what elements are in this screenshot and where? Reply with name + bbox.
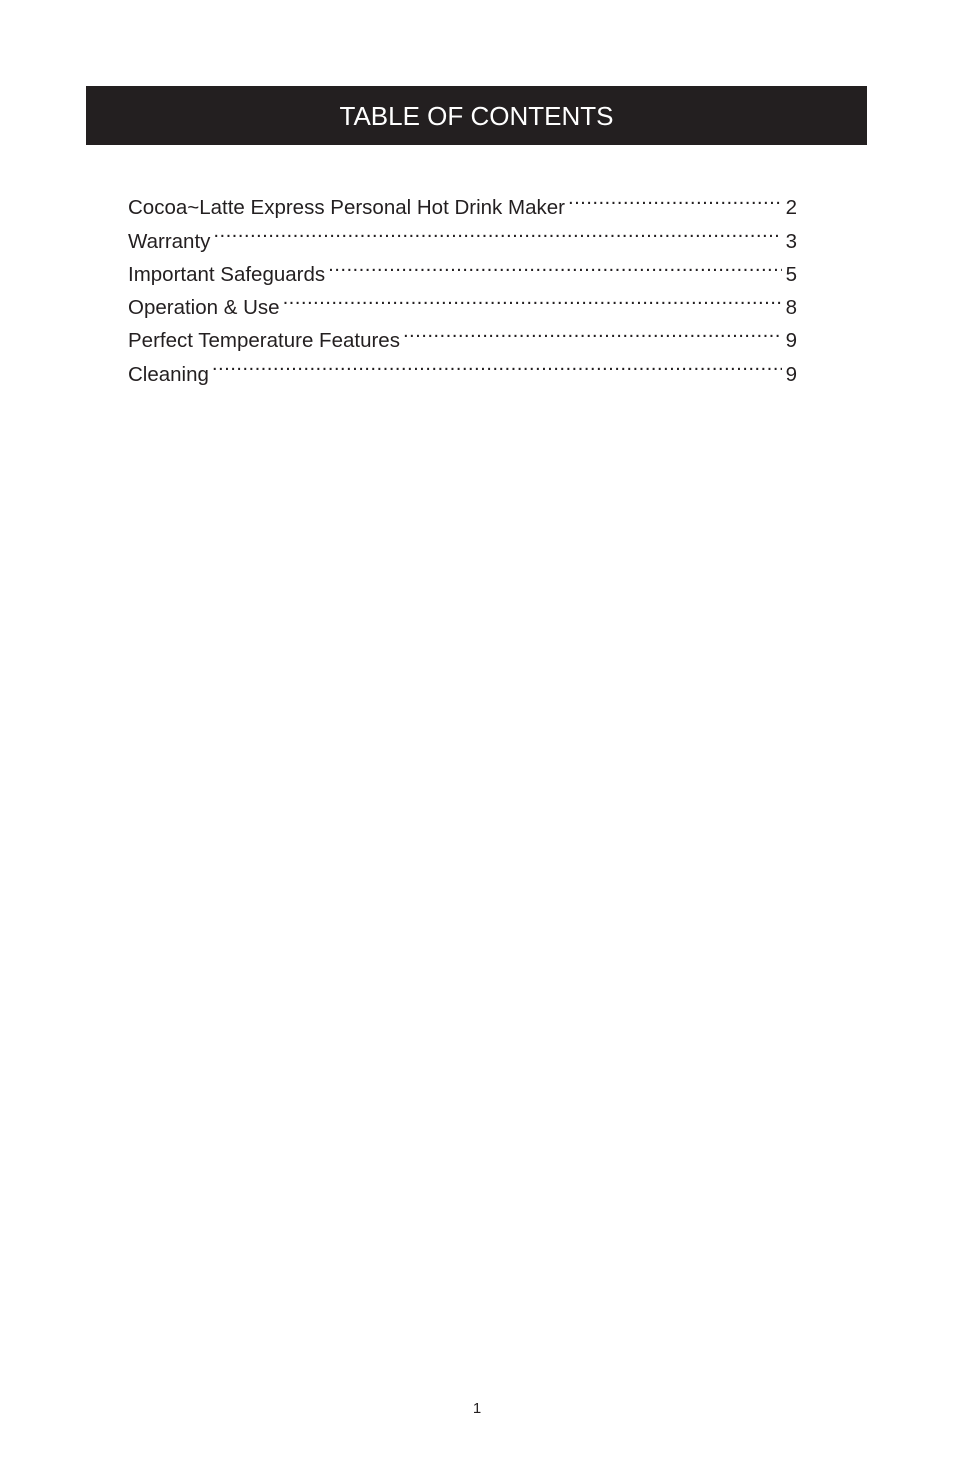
- toc-entry-page: 5: [785, 262, 797, 286]
- toc-entry-label: Perfect Temperature Features: [128, 329, 400, 353]
- toc-entry-label: Warranty: [128, 229, 211, 253]
- page-title: TABLE OF CONTENTS: [339, 101, 614, 131]
- table-of-contents-list: [128, 181, 797, 386]
- toc-entry-page: 3: [785, 229, 797, 253]
- toc-dot-leader: [283, 281, 782, 314]
- toc-entry-label: Cleaning: [128, 362, 209, 386]
- toc-entry-cocoa-latte-express[interactable]: [128, 181, 797, 220]
- toc-entry-important-safeguards[interactable]: [128, 248, 797, 286]
- toc-dot-leader: [213, 214, 781, 247]
- page-number: 1: [472, 1400, 482, 1417]
- toc-dot-leader: [212, 347, 782, 380]
- toc-entry-page: 9: [785, 329, 797, 353]
- toc-dot-leader: [568, 181, 782, 214]
- toc-dot-leader: [328, 248, 781, 281]
- toc-entry-label: Operation & Use: [128, 296, 280, 320]
- toc-entry-page: 2: [785, 196, 797, 220]
- table-of-contents-header: [86, 86, 867, 145]
- toc-entry-label: Cocoa~Latte Express Personal Hot Drink Maker: [128, 196, 565, 220]
- toc-entry-label: Important Safeguards: [128, 262, 326, 286]
- toc-dot-leader: [403, 314, 782, 347]
- toc-entry-cleaning[interactable]: [128, 347, 797, 386]
- toc-entry-warranty[interactable]: [128, 214, 797, 253]
- toc-entry-page: 8: [785, 296, 797, 320]
- toc-entry-page: 9: [785, 362, 797, 386]
